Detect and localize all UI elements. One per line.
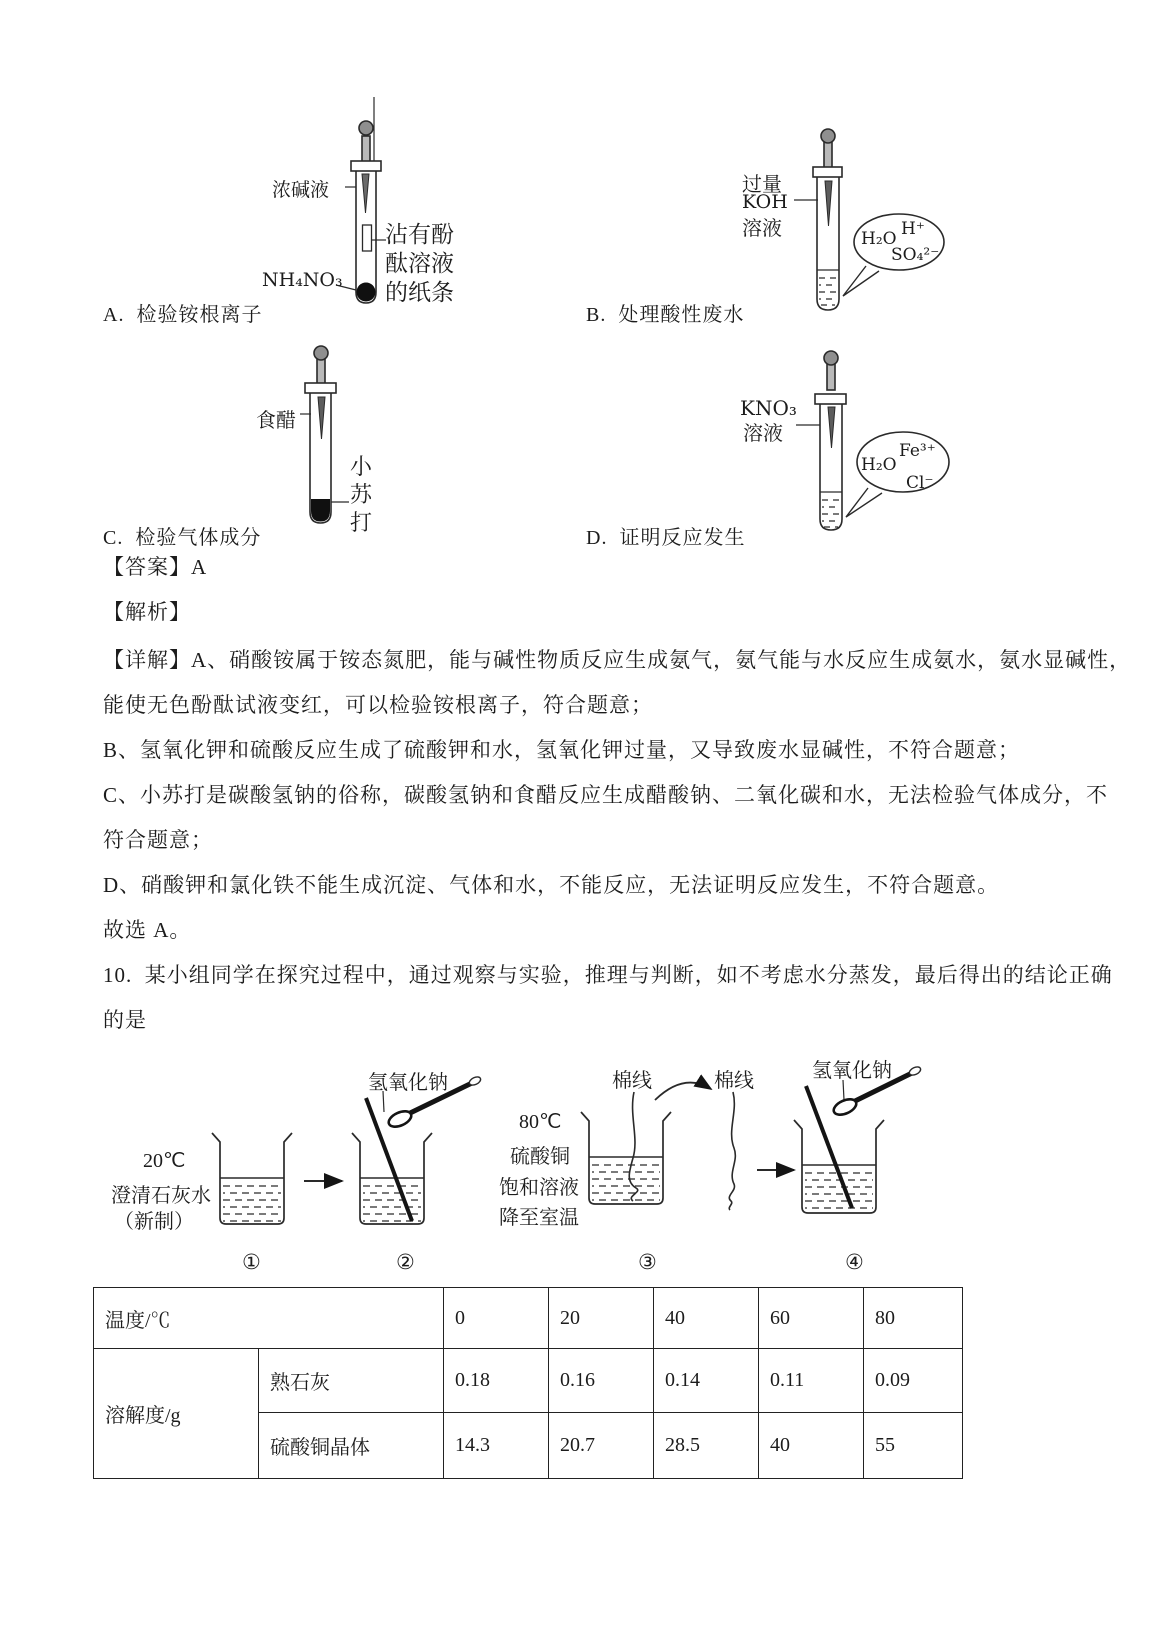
paper-label-line1: 沾有酚 <box>385 222 454 247</box>
liquid-dashes <box>223 1186 281 1221</box>
explanation-line-2: 能使无色酚酞试液变红，可以检验铵根离子，符合题意； <box>103 693 653 717</box>
paper-label-line3: 的纸条 <box>385 280 454 305</box>
dropper-stem <box>827 364 835 390</box>
table-row <box>94 1288 963 1349</box>
cotton-label-2: 棉线 <box>714 1070 754 1092</box>
spoon-tip <box>908 1065 922 1077</box>
spoon-scoop-icon <box>386 1108 413 1130</box>
reagent-label-b-line2: KOH <box>742 191 788 213</box>
solid-label-c-char3: 打 <box>350 510 373 535</box>
cotton-label-1: 棉线 <box>612 1070 652 1092</box>
explanation-line-3: B、氢氧化钾和硫酸反应生成了硫酸钾和水，氢氧化钾过量，又导致废水显碱性，不符合题意； <box>103 738 1021 762</box>
bubble-tail <box>843 266 879 296</box>
pipette-tip <box>318 397 325 439</box>
temp-cell: 0 <box>444 1288 549 1349</box>
option-c-label: C. 检验气体成分 <box>103 527 262 549</box>
spoon-scoop-icon <box>831 1096 858 1118</box>
step-number-1: ① <box>242 1250 261 1274</box>
test-tube-a-diagram <box>336 97 386 303</box>
reagent-label-b-line1: 过量 <box>742 174 782 196</box>
test-tube-c-diagram <box>300 346 349 523</box>
substance-cell: 熟石灰 <box>259 1349 444 1413</box>
step-number-4: ④ <box>845 1250 864 1274</box>
dropper-bulb-icon <box>824 351 838 365</box>
explanation-line-6: D、硝酸钾和氯化铁不能生成沉淀、气体和水，不能反应，无法证明反应发生，不符合题意。 <box>103 873 1000 897</box>
reagent-label-d-line1: KNO₃ <box>740 396 797 420</box>
bubble-cl-ion-label: Cl⁻ <box>906 473 934 493</box>
explanation-line-5: 符合题意； <box>103 828 213 852</box>
naoh-label-2: 氢氧化钠 <box>812 1060 892 1082</box>
value-cell: 28.5 <box>654 1413 759 1479</box>
option-b-label: B. 处理酸性废水 <box>586 304 745 326</box>
solid-label-c-char2: 苏 <box>350 482 373 507</box>
reagent-label-a: 浓碱液 <box>272 180 330 201</box>
substance-label-a: NH₄NO₃ <box>262 269 343 291</box>
conclusion-line: 故选 A。 <box>103 918 192 942</box>
pipette-tip <box>828 407 835 448</box>
value-cell: 0.18 <box>444 1349 549 1413</box>
analysis-line: 【解析】 <box>103 600 191 624</box>
beaker1-label-line3: （新制） <box>114 1211 194 1233</box>
step-number-3: ③ <box>638 1250 657 1274</box>
temp-cell: 20 <box>549 1288 654 1349</box>
baking-soda-solid <box>311 499 330 522</box>
tube-cap <box>813 167 842 177</box>
question-10-stem-line1: 10. 某小组同学在探究过程中，通过观察与实验，推理与判断，如不考虑水分蒸发，最后得出的结论正确 <box>103 963 1113 987</box>
value-cell: 0.11 <box>759 1349 864 1413</box>
answer-line: 【答案】A <box>103 555 208 579</box>
cotton-thread-in-beaker <box>629 1092 637 1201</box>
explanation-line-4: C、小苏打是碳酸氢钠的俗称，碳酸氢钠和食醋反应生成醋酸钠、二氧化碳和水，无法检验气体成分，不 <box>103 783 1109 807</box>
liquid-dashes <box>592 1165 660 1200</box>
nh4no3-solid <box>357 283 376 302</box>
step-number-2: ② <box>396 1250 415 1274</box>
pipette-tip <box>825 181 832 226</box>
bubble-so4-ion-label: SO₄²⁻ <box>891 245 940 265</box>
dropper-stem <box>362 136 370 162</box>
temp-cell: 80 <box>864 1288 963 1349</box>
reagent-label-c: 食醋 <box>256 410 296 432</box>
temperature-header-cell: 温度/℃ <box>94 1288 444 1349</box>
solubility-group-cell: 溶解度/g <box>94 1349 259 1479</box>
dropper-stem <box>317 359 325 384</box>
substance-cell: 硫酸铜晶体 <box>259 1413 444 1479</box>
cuso4-label-line3: 饱和溶液 <box>499 1177 579 1199</box>
cotton-thread-hanging <box>729 1092 735 1210</box>
bubble-h-ion-label: H⁺ <box>901 219 925 239</box>
naoh-label-1: 氢氧化钠 <box>368 1072 448 1094</box>
reagent-label-b-line3: 溶液 <box>742 218 782 240</box>
option-a-label: A. 检验铵根离子 <box>103 304 263 326</box>
value-cell: 0.09 <box>864 1349 963 1413</box>
beaker-3 <box>581 1112 671 1204</box>
spoon-tip <box>468 1075 482 1087</box>
tube-cap <box>815 394 846 404</box>
beaker1-label-line1: 20℃ <box>143 1150 186 1172</box>
temp-cell: 60 <box>759 1288 864 1349</box>
solubility-table <box>93 1287 963 1479</box>
table-row <box>94 1349 963 1413</box>
question-10-stem-line2: 的是 <box>103 1008 147 1032</box>
bubble-tail <box>846 488 882 517</box>
value-cell: 0.14 <box>654 1349 759 1413</box>
cuso4-label-line4: 降至室温 <box>499 1207 579 1229</box>
beaker1-label-line2: 澄清石灰水 <box>111 1185 211 1207</box>
cuso4-label-line1: 80℃ <box>519 1111 562 1133</box>
value-cell: 20.7 <box>549 1413 654 1479</box>
dropper-stem <box>824 142 832 168</box>
pipette-tip <box>362 174 369 213</box>
phenolphthalein-paper-strip <box>363 225 372 251</box>
beaker-4 <box>794 1120 884 1213</box>
temp-cell: 40 <box>654 1288 759 1349</box>
cuso4-label-line2: 硫酸铜 <box>510 1146 570 1168</box>
tube-cap <box>305 383 336 393</box>
value-cell: 14.3 <box>444 1413 549 1479</box>
curved-arrow-icon <box>655 1083 711 1100</box>
value-cell: 55 <box>864 1413 963 1479</box>
liquid-dashes <box>819 278 837 305</box>
explanation-line-1: 【详解】A、硝酸铵属于铵态氮肥，能与碱性物质反应生成氨气，氨气能与水反应生成氨水，氨水显碱性， <box>103 648 1132 672</box>
liquid-dashes <box>822 500 840 527</box>
bubble-h2o-label: H₂O <box>861 229 897 249</box>
dropper-bulb-icon <box>359 121 373 135</box>
solid-label-c-char1: 小 <box>350 454 373 479</box>
bubble-h2o-label: H₂O <box>861 455 897 475</box>
value-cell: 40 <box>759 1413 864 1479</box>
reagent-label-d-line2: 溶液 <box>743 423 783 445</box>
dropper-bulb-icon <box>314 346 328 360</box>
dropper-bulb-icon <box>821 129 835 143</box>
bubble-fe-ion-label: Fe³⁺ <box>899 441 936 461</box>
liquid-dashes <box>363 1186 421 1221</box>
leader-line <box>843 1080 844 1100</box>
value-cell: 0.16 <box>549 1349 654 1413</box>
tube-cap <box>351 161 381 171</box>
option-d-label: D. 证明反应发生 <box>586 527 746 549</box>
paper-label-line2: 酞溶液 <box>385 251 454 276</box>
